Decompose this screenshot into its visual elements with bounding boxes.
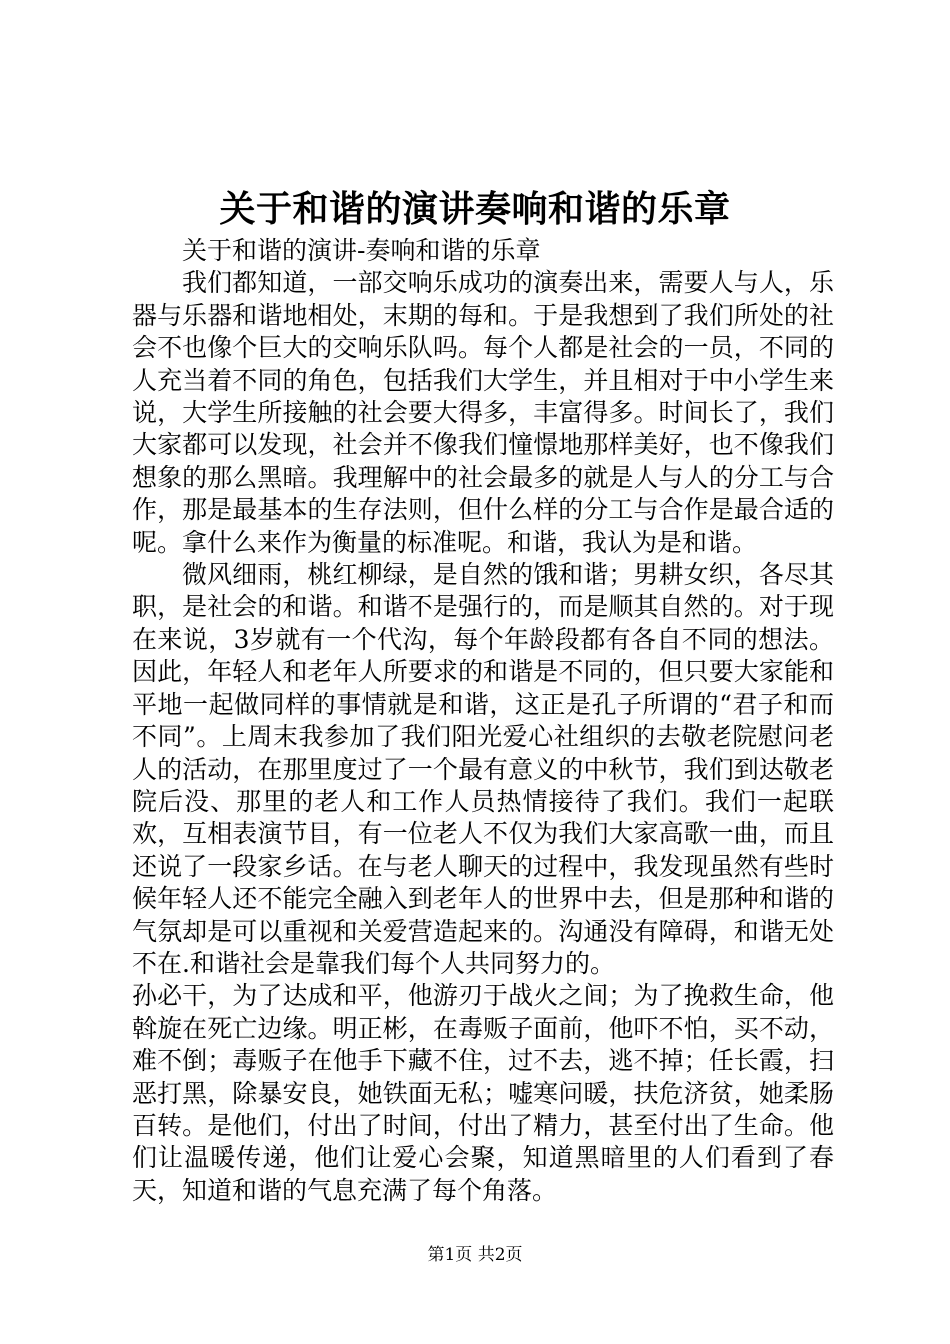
- paragraph-3: 孙必干，为了达成和平，他游刃于战火之间；为了挽救生命，他斡旋在死亡边缘。明正彬，在毒贩子面前，他吓不怕，买不动，难不倒；毒贩子在他手下藏不住，过不去，逃不掉；任长霞，扫恶打黑，除暴安良，她铁面无私；嘘寒问暖，扶危济贫，她柔肠百转。是他们，付出了时间，付出了精力，甚至付出了生命。他们让温暖传递，他们让爱心会聚，知道黑暗里的人们看到了春天，知道和谐的气息充满了每个角落。: [132, 981, 834, 1205]
- subtitle-line: 关于和谐的演讲-奏响和谐的乐章: [182, 236, 541, 265]
- page-number-footer: 第1页 共2页: [427, 1245, 523, 1265]
- paragraph-2: 微风细雨，桃红柳绿，是自然的饿和谐；男耕女织，各尽其职，是社会的和谐。和谐不是强行的，而是顺其自然的。对于现在来说，3岁就有一个代沟，每个年龄段都有各自不同的想法。因此，年轻人和老年人所要求的和谐是不同的，但只要大家能和平地一起做同样的事情就是和谐，这正是孔子所谓的“君子和而不同”。上周末我参加了我们阳光爱心社组织的去敬老院慰问老人的活动，在那里度过了一个最有意义的中秋节，我们到达敬老院后没、那里的老人和工作人员热情接待了我们。我们一起联欢，互相表演节目，有一位老人不仅为我们大家高歌一曲，而且还说了一段家乡话。在与老人聊天的过程中，我发现虽然有些时候年轻人还不能完全融入到老年人的世界中去，但是那种和谐的气氛却是可以重视和关爱营造起来的。沟通没有障碍，和谐无处不在.和谐社会是靠我们每个人共同努力的。: [132, 560, 834, 978]
- paragraph-1: 我们都知道，一部交响乐成功的演奏出来，需要人与人，乐器与乐器和谐地相处，末期的每和。于是我想到了我们所处的社会不也像个巨大的交响乐队吗。每个人都是社会的一员，不同的人充当着不同的角色，包括我们大学生，并且相对于中小学生来说，大学生所接触的社会要大得多，丰富得多。时间长了，我们大家都可以发现，社会并不像我们憧憬地那样美好，也不像我们想象的那么黑暗。我理解中的社会最多的就是人与人的分工与合作，那是最基本的生存法则，但什么样的分工与合作是最合适的呢。拿什么来作为衡量的标准呢。和谐，我认为是和谐。: [132, 268, 834, 557]
- document-body: [132, 235, 834, 1207]
- document-title: 关于和谐的演讲奏响和谐的乐章: [219, 188, 731, 230]
